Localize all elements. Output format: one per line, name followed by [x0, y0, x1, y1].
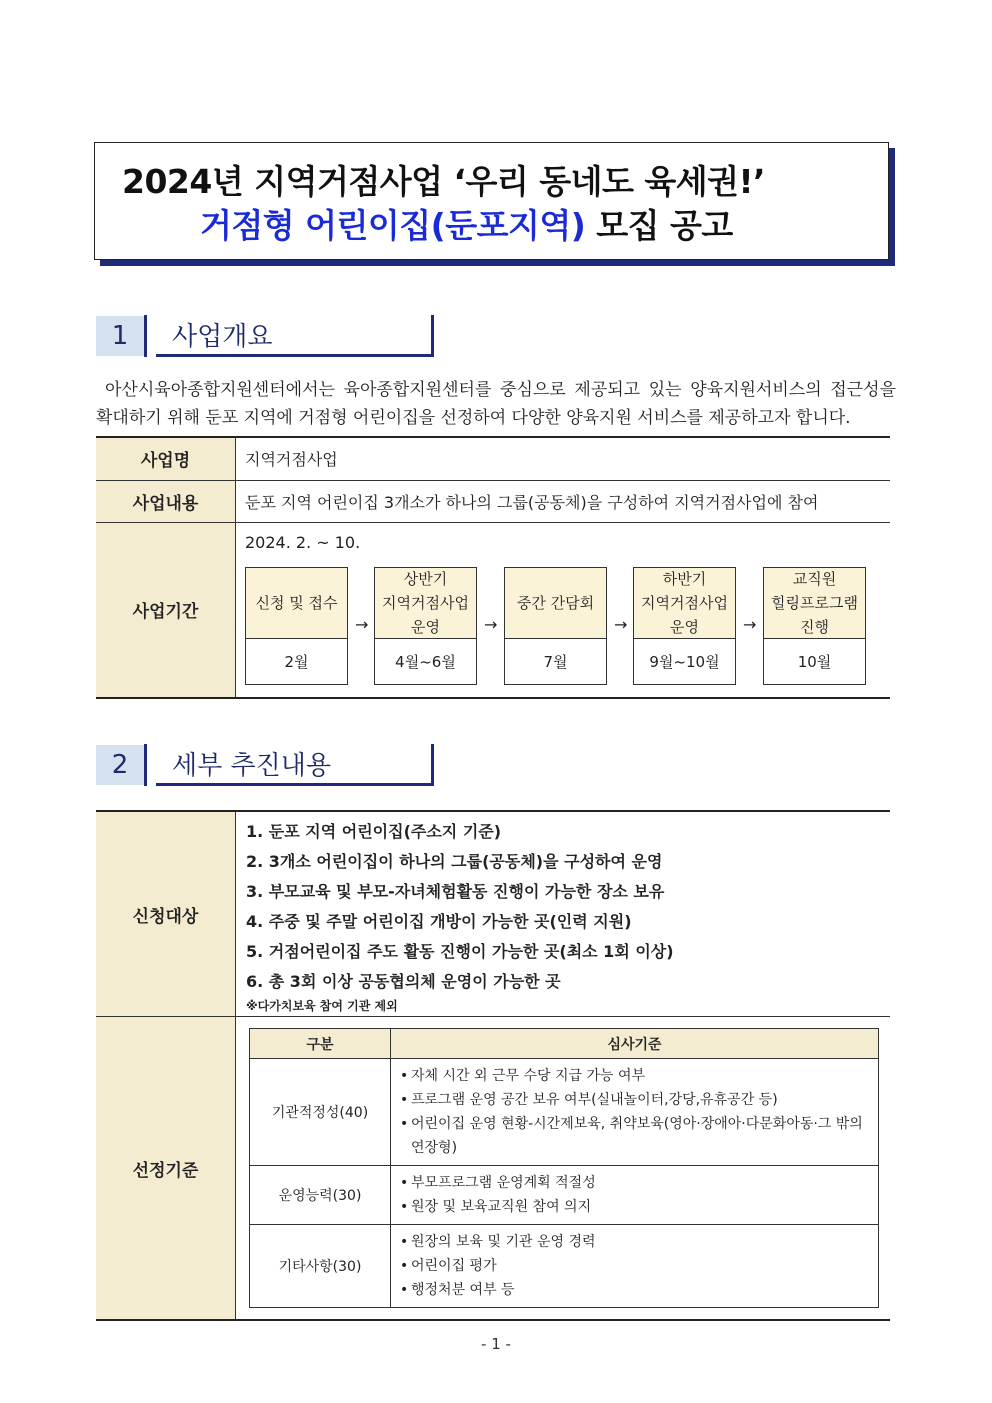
intro-text: 아산시육아종합지원센터에서는 육아종합지원센터를 중심으로 제공되고 있는 양육지원서비스의 접근성을 확대하기 위해 둔포 지역에 거점형 어린이집을 선정하여 다양한 양육지원 서비스를 제공하고자 합니다. — [96, 380, 896, 428]
criteria-row — [250, 1225, 879, 1308]
list-item: 5. 거점어린이집 주도 활동 진행이 가능한 곳(최소 1회 이상) — [246, 942, 674, 961]
list-item: • 행정처분 여부 등 — [400, 1278, 871, 1302]
list-item: 1. 둔포 지역 어린이집(주소지 기준) — [246, 822, 502, 841]
table-row — [96, 480, 890, 522]
section-2-divider — [144, 744, 147, 786]
title-suffix: 모집 공고 — [585, 206, 733, 245]
list-item: 3. 부모교육 및 부모-자녀체험활동 진행이 가능한 장소 보유 — [246, 882, 665, 901]
timeline-step — [245, 567, 348, 685]
list-item: • 부모프로그램 운영계획 적절성 — [400, 1171, 871, 1195]
list-item: 2. 3개소 어린이집이 하나의 그룹(공동체)을 구성하여 운영 — [246, 852, 663, 871]
criteria-cell — [236, 1017, 891, 1321]
timeline-step-label: 상반기 지역거점사업 운영 — [375, 568, 476, 639]
column-header: 구분 — [250, 1029, 391, 1059]
table-row — [96, 1017, 890, 1321]
timeline-step — [633, 567, 736, 685]
timeline-step-month: 10월 — [797, 653, 832, 671]
title-highlight: 거점형 어린이집(둔포지역) — [200, 206, 586, 245]
table-row — [96, 437, 890, 480]
row-value: 둔포 지역 어린이집 3개소가 하나의 그룹(공동체)을 구성하여 지역거점사업에 참여 — [236, 480, 891, 522]
criteria-category: 운영능력(30) — [250, 1166, 391, 1225]
criteria-category: 기타사항(30) — [250, 1225, 391, 1308]
list-item: • 원장의 보육 및 기관 운영 경력 — [400, 1230, 871, 1254]
row-label: 신청대상 — [96, 811, 236, 1017]
list-item: • 원장 및 보육교직원 참여 의지 — [400, 1195, 871, 1219]
title-line-2 — [200, 200, 733, 247]
timeline-step — [763, 567, 866, 685]
table-row — [96, 811, 890, 1017]
criteria-category: 기관적정성(40) — [250, 1059, 391, 1166]
title-line-1: 2024년 지역거점사업 ‘우리 동네도 육세권!’ — [122, 162, 766, 201]
arrow-icon: → — [484, 615, 498, 634]
target-list — [237, 813, 889, 997]
criteria-table — [249, 1028, 879, 1308]
timeline-step-label: 교직원 힐링프로그램 진행 — [764, 568, 865, 639]
timeline-step — [504, 567, 607, 685]
column-header: 심사기준 — [391, 1029, 879, 1059]
timeline-step-label: 신청 및 접수 — [246, 568, 347, 639]
timeline-step-label: 하반기 지역거점사업 운영 — [634, 568, 735, 639]
list-item: • 어린이집 운영 현황-시간제보육, 취약보육(영아·장애아·다문화아동·그 밖의 연장형) — [400, 1112, 871, 1160]
timeline-step-month: 7월 — [543, 653, 568, 671]
timeline-step-label: 중간 간담회 — [505, 568, 606, 639]
criteria-items — [391, 1166, 879, 1225]
timeline-step-month: 4월~6월 — [395, 653, 456, 671]
criteria-items — [391, 1059, 879, 1166]
section-2-end-bar — [431, 744, 434, 786]
arrow-icon: → — [614, 615, 628, 634]
criteria-header-row — [250, 1029, 879, 1059]
row-value: 지역거점사업 — [236, 437, 891, 480]
criteria-row — [250, 1059, 879, 1166]
list-item: • 자체 시간 외 근무 수당 지급 가능 여부 — [400, 1064, 871, 1088]
page-number: - 1 - — [481, 1335, 511, 1353]
section-1-underline — [156, 354, 434, 357]
detail-table — [96, 810, 890, 1321]
timeline-step-month: 9월~10월 — [649, 653, 720, 671]
criteria-row — [250, 1166, 879, 1225]
list-item: 4. 주중 및 주말 어린이집 개방이 가능한 곳(인력 지원) — [246, 912, 632, 931]
section-2-title: 세부 추진내용 — [172, 751, 331, 781]
targets-cell — [236, 811, 891, 1017]
row-label: 사업기간 — [96, 522, 236, 698]
section-1-divider — [144, 315, 147, 357]
timeline-step-month: 2월 — [284, 653, 309, 671]
section-1-title: 사업개요 — [172, 322, 273, 352]
exclusion-note: ※다가치보육 참여 기관 제외 — [246, 999, 398, 1013]
section-1-number: 1 — [96, 316, 144, 356]
intro-paragraph — [96, 376, 896, 432]
list-item: • 어린이집 평가 — [400, 1254, 871, 1278]
period-text: 2024. 2. ~ 10. — [245, 532, 361, 552]
arrow-icon: → — [743, 615, 757, 634]
criteria-items — [391, 1225, 879, 1308]
list-item: 6. 총 3회 이상 공동협의체 운영이 가능한 곳 — [246, 972, 561, 991]
row-label: 사업내용 — [96, 480, 236, 522]
row-label: 사업명 — [96, 437, 236, 480]
row-label: 선정기준 — [96, 1017, 236, 1321]
section-2-underline — [156, 783, 434, 786]
timeline-step — [374, 567, 477, 685]
list-item: • 프로그램 운영 공간 보유 여부(실내놀이터,강당,유휴공간 등) — [400, 1088, 871, 1112]
section-1-end-bar — [431, 315, 434, 357]
arrow-icon: → — [355, 615, 369, 634]
section-2-number: 2 — [96, 745, 144, 785]
